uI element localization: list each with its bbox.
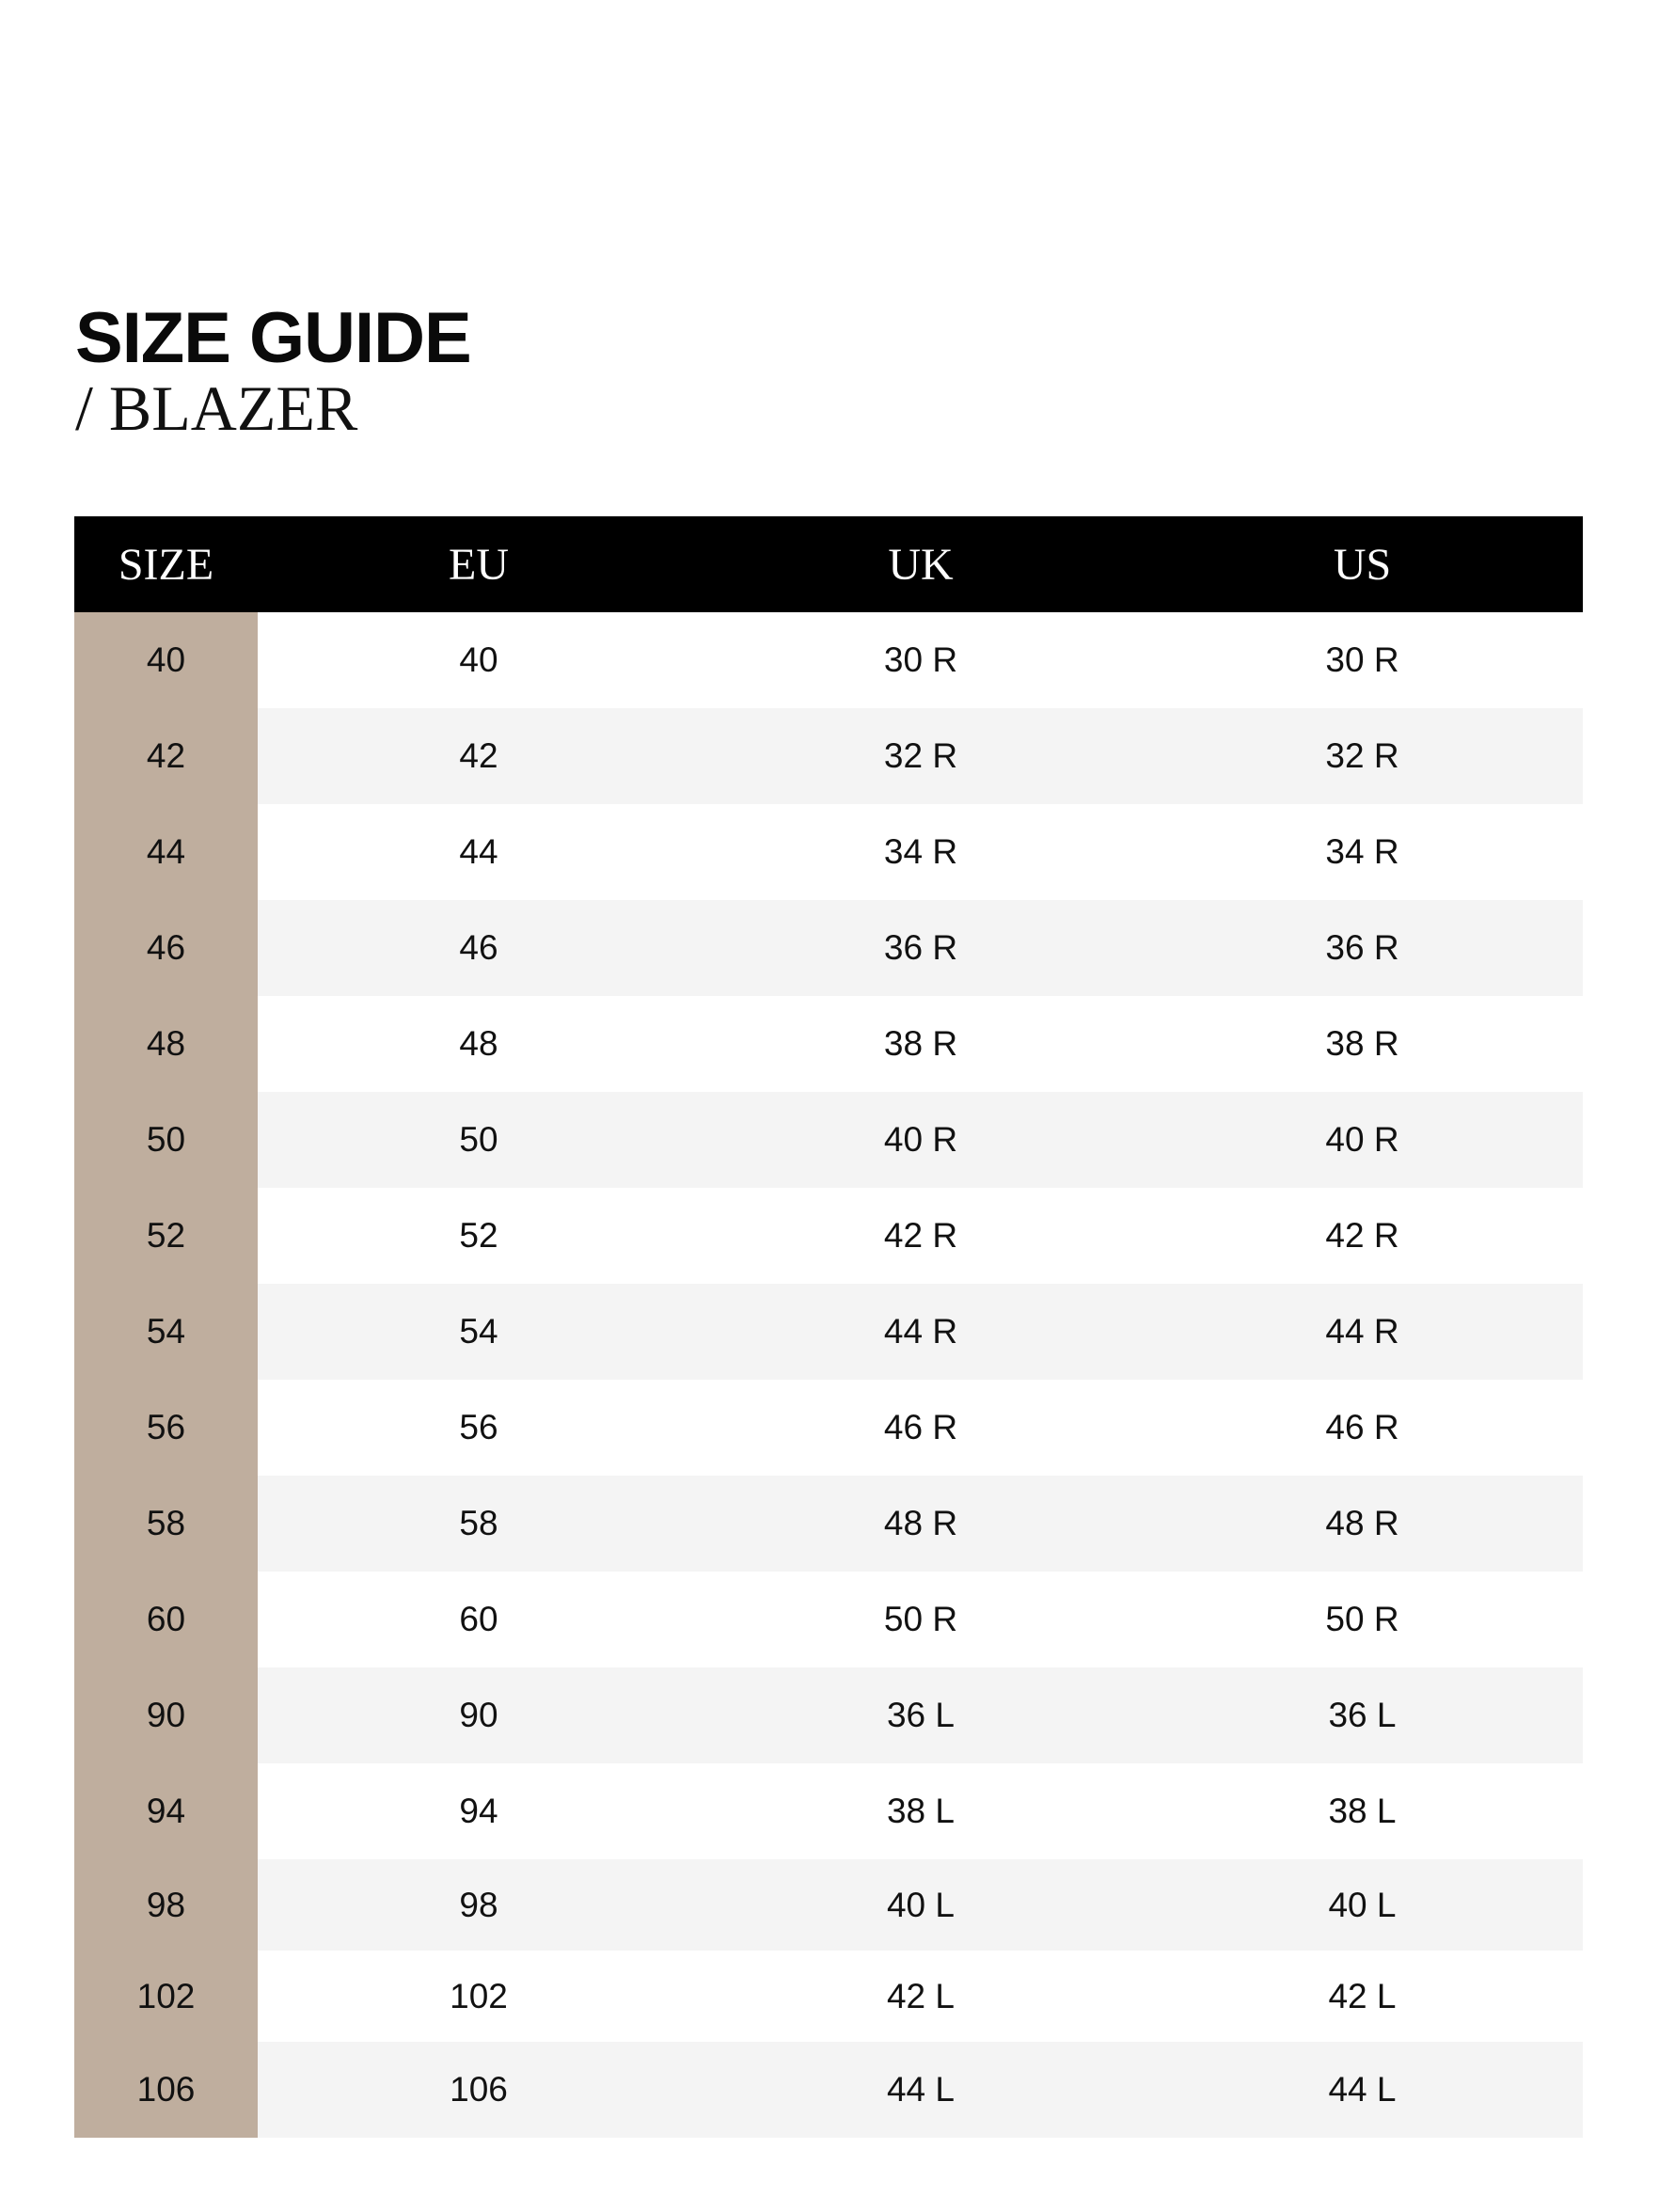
row-values bbox=[258, 1859, 1583, 1951]
eu-cell: 54 bbox=[459, 1312, 498, 1351]
column-header-eu: EU bbox=[449, 539, 509, 590]
uk-cell: 36 L bbox=[886, 1696, 955, 1734]
us-cell: 36 R bbox=[1325, 928, 1399, 967]
uk-cell: 44 L bbox=[886, 2070, 955, 2109]
row-values bbox=[258, 1092, 1583, 1188]
eu-cell: 44 bbox=[459, 832, 498, 871]
uk-cell: 30 R bbox=[883, 640, 958, 679]
size-cell: 90 bbox=[74, 1667, 258, 1763]
us-cell: 42 R bbox=[1325, 1216, 1399, 1255]
size-cell: 54 bbox=[74, 1284, 258, 1380]
row-values bbox=[258, 1284, 1583, 1380]
size-cell: 42 bbox=[74, 708, 258, 804]
uk-cell: 38 L bbox=[886, 1792, 955, 1830]
row-values bbox=[258, 1667, 1583, 1763]
us-cell: 48 R bbox=[1325, 1504, 1399, 1542]
table-row bbox=[74, 708, 1583, 804]
row-values bbox=[258, 996, 1583, 1092]
size-cell: 40 bbox=[74, 612, 258, 708]
size-cell: 106 bbox=[74, 2042, 258, 2138]
uk-cell: 50 R bbox=[883, 1600, 958, 1638]
table-header-row bbox=[74, 516, 1583, 612]
us-cell: 40 R bbox=[1325, 1120, 1399, 1159]
row-values bbox=[258, 1476, 1583, 1572]
row-values bbox=[258, 1188, 1583, 1284]
us-cell: 44 R bbox=[1325, 1312, 1399, 1351]
eu-cell: 46 bbox=[459, 928, 498, 967]
size-cell: 56 bbox=[74, 1380, 258, 1476]
column-header-uk: UK bbox=[888, 539, 954, 590]
uk-cell: 48 R bbox=[883, 1504, 958, 1542]
us-cell: 38 L bbox=[1328, 1792, 1397, 1830]
eu-cell: 50 bbox=[459, 1120, 498, 1159]
eu-cell: 90 bbox=[459, 1696, 498, 1734]
eu-cell: 58 bbox=[459, 1504, 498, 1542]
eu-cell: 60 bbox=[459, 1600, 498, 1638]
uk-cell: 34 R bbox=[883, 832, 958, 871]
size-cell: 98 bbox=[74, 1859, 258, 1951]
table-body bbox=[74, 612, 1583, 2138]
us-cell: 46 R bbox=[1325, 1408, 1399, 1446]
uk-cell: 44 R bbox=[883, 1312, 958, 1351]
size-cell: 46 bbox=[74, 900, 258, 996]
row-values bbox=[258, 1572, 1583, 1667]
uk-cell: 46 R bbox=[883, 1408, 958, 1446]
us-cell: 38 R bbox=[1325, 1024, 1399, 1063]
size-cell: 48 bbox=[74, 996, 258, 1092]
size-cell: 50 bbox=[74, 1092, 258, 1188]
table-row bbox=[74, 1667, 1583, 1763]
us-cell: 44 L bbox=[1328, 2070, 1397, 2109]
column-header-us: US bbox=[1333, 539, 1392, 590]
table-row bbox=[74, 1476, 1583, 1572]
page-title: SIZE GUIDE bbox=[75, 298, 471, 378]
uk-cell: 38 R bbox=[883, 1024, 958, 1063]
eu-cell: 48 bbox=[459, 1024, 498, 1063]
us-cell: 30 R bbox=[1325, 640, 1399, 679]
table-row bbox=[74, 996, 1583, 1092]
uk-cell: 42 R bbox=[883, 1216, 958, 1255]
eu-cell: 42 bbox=[459, 736, 498, 775]
us-cell: 32 R bbox=[1325, 736, 1399, 775]
eu-cell: 102 bbox=[450, 1976, 508, 2015]
table-row bbox=[74, 900, 1583, 996]
table-row bbox=[74, 1284, 1583, 1380]
eu-cell: 56 bbox=[459, 1408, 498, 1446]
size-cell: 60 bbox=[74, 1572, 258, 1667]
size-cell: 44 bbox=[74, 804, 258, 900]
row-values bbox=[258, 2042, 1583, 2138]
table-row bbox=[74, 1763, 1583, 1859]
size-cell: 52 bbox=[74, 1188, 258, 1284]
row-values bbox=[258, 900, 1583, 996]
uk-cell: 40 R bbox=[883, 1120, 958, 1159]
table-row bbox=[74, 612, 1583, 708]
row-values bbox=[258, 1951, 1583, 2042]
row-values bbox=[258, 804, 1583, 900]
table-row bbox=[74, 1572, 1583, 1667]
page-subtitle: / BLAZER bbox=[75, 372, 358, 444]
uk-cell: 40 L bbox=[886, 1885, 955, 1924]
eu-cell: 40 bbox=[459, 640, 498, 679]
eu-cell: 98 bbox=[459, 1885, 498, 1924]
title-block bbox=[75, 299, 471, 444]
uk-cell: 32 R bbox=[883, 736, 958, 775]
column-header-size: SIZE bbox=[118, 539, 214, 590]
uk-cell: 42 L bbox=[886, 1976, 955, 2015]
row-values bbox=[258, 612, 1583, 708]
eu-cell: 52 bbox=[459, 1216, 498, 1255]
table-row bbox=[74, 1951, 1583, 2042]
us-cell: 42 L bbox=[1328, 1976, 1397, 2015]
table-row bbox=[74, 1859, 1583, 1951]
uk-cell: 36 R bbox=[883, 928, 958, 967]
eu-cell: 106 bbox=[450, 2070, 508, 2109]
size-cell: 102 bbox=[74, 1951, 258, 2042]
table-row bbox=[74, 804, 1583, 900]
us-cell: 36 L bbox=[1328, 1696, 1397, 1734]
table-row bbox=[74, 2042, 1583, 2138]
eu-cell: 94 bbox=[459, 1792, 498, 1830]
us-cell: 34 R bbox=[1325, 832, 1399, 871]
size-guide-table bbox=[74, 516, 1583, 2138]
row-values bbox=[258, 1380, 1583, 1476]
size-cell: 94 bbox=[74, 1763, 258, 1859]
row-values bbox=[258, 708, 1583, 804]
size-cell: 58 bbox=[74, 1476, 258, 1572]
us-cell: 50 R bbox=[1325, 1600, 1399, 1638]
table-row bbox=[74, 1188, 1583, 1284]
row-values bbox=[258, 1763, 1583, 1859]
table-row bbox=[74, 1380, 1583, 1476]
table-row bbox=[74, 1092, 1583, 1188]
us-cell: 40 L bbox=[1328, 1885, 1397, 1924]
